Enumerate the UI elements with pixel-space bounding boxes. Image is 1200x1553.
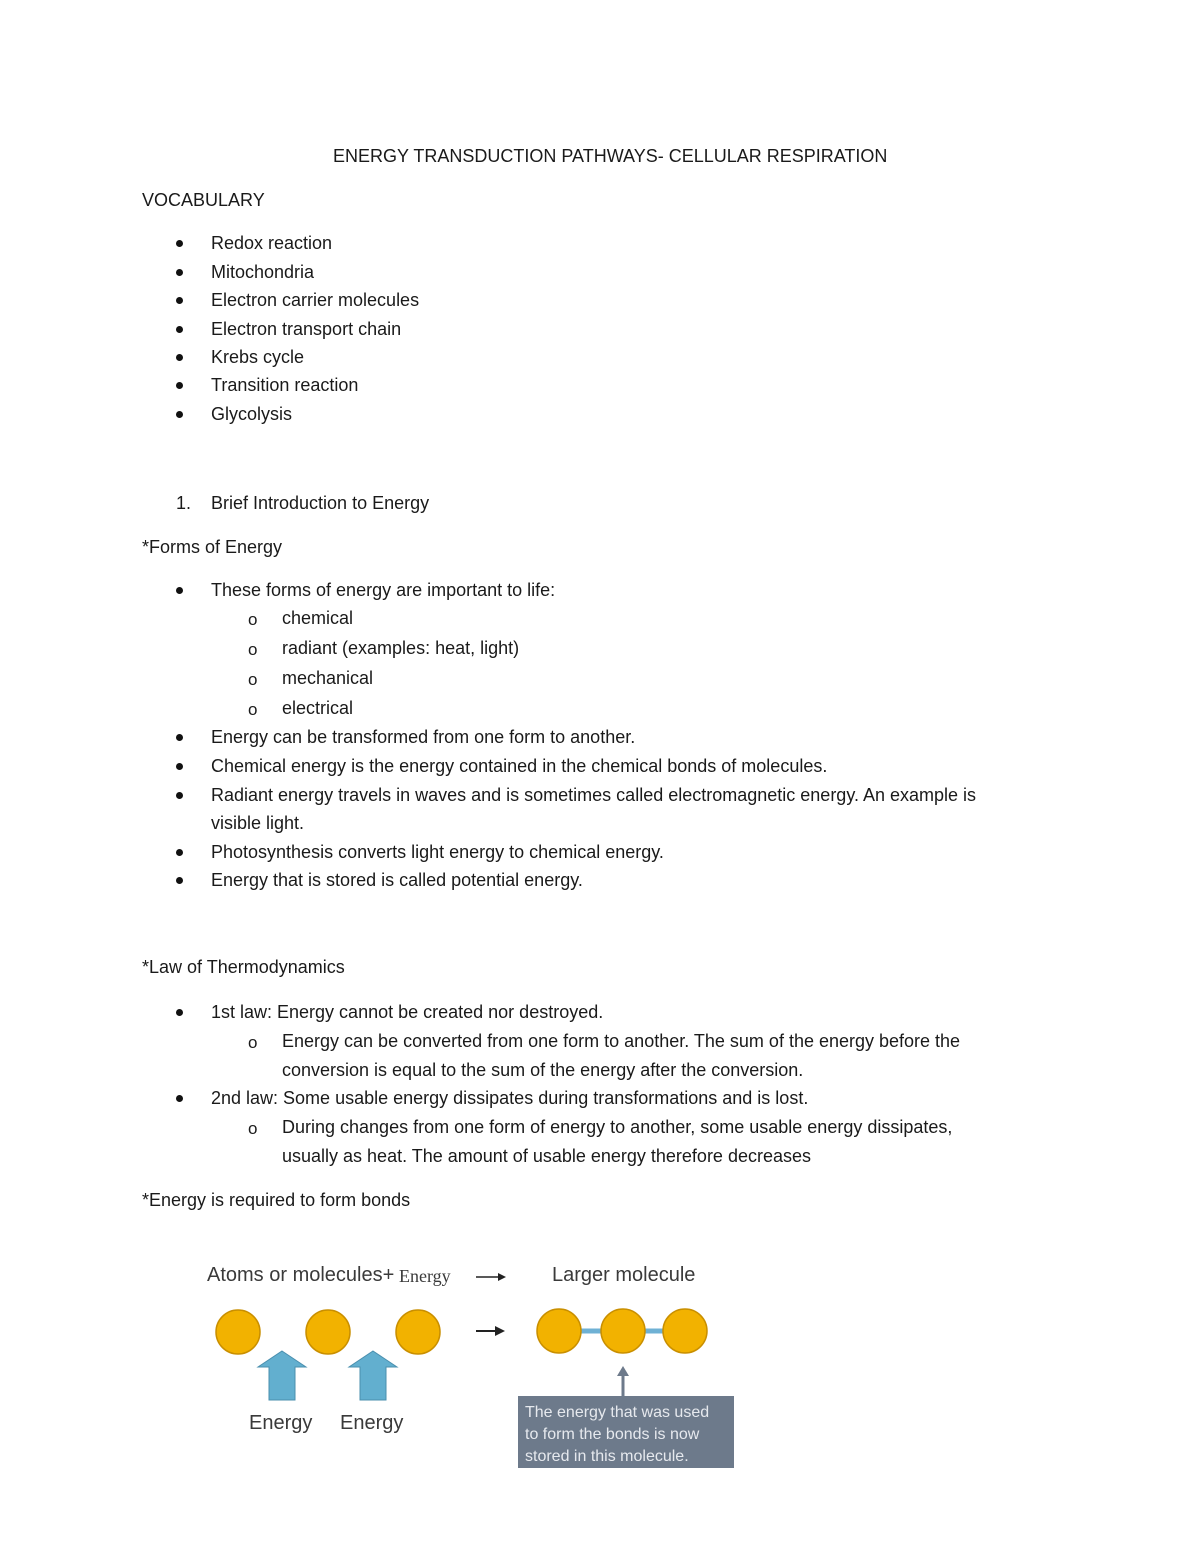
vocabulary-item: Krebs cycle [211, 347, 305, 367]
energy-form-item: chemical [282, 608, 354, 628]
second-law-detail: During changes from one form of energy to another, some usable energy dissipates, [282, 1117, 953, 1137]
first-law-detail-continuation: conversion is equal to the sum of the energy after the conversion. [282, 1060, 804, 1080]
page-title: ENERGY TRANSDUCTION PATHWAYS- CELLULAR RESPIRATION [333, 146, 888, 166]
thermo-heading: *Law of Thermodynamics [142, 957, 345, 977]
reactants-label: Atoms or molecules+ [207, 1264, 395, 1286]
second-law: 2nd law: Some usable energy dissipates during transformations and is lost. [211, 1088, 809, 1108]
forms-intro: These forms of energy are important to life: [211, 580, 556, 600]
energy-arrow-label: Energy [249, 1412, 313, 1434]
stored-energy-callout [518, 1396, 734, 1468]
forms-point: Photosynthesis converts light energy to chemical energy. [211, 842, 664, 862]
forms-point: Energy that is stored is called potential energy. [211, 870, 583, 890]
forms-point: Radiant energy travels in waves and is sometimes called electromagnetic energy. An example is [211, 785, 977, 805]
vocabulary-item: Electron carrier molecules [211, 290, 420, 310]
atom [306, 1310, 350, 1354]
sub-bullet-marker: o [248, 640, 258, 659]
reaction-arrowhead-middle [495, 1326, 505, 1336]
vocabulary-item: Mitochondria [211, 262, 315, 282]
vocabulary-item: Glycolysis [211, 404, 293, 424]
vocabulary-item: Redox reaction [211, 233, 333, 253]
product-label: Larger molecule [552, 1264, 696, 1286]
atom [216, 1310, 260, 1354]
vocabulary-item: Transition reaction [211, 375, 359, 395]
vocabulary-heading: VOCABULARY [142, 190, 265, 210]
energy-arrow [349, 1351, 397, 1400]
energy-arrow-label: Energy [340, 1412, 404, 1434]
second-law-detail-continuation: usually as heat. The amount of usable energy therefore decreases [282, 1146, 811, 1166]
energy-form-item: radiant (examples: heat, light) [282, 638, 520, 658]
bonds-heading: *Energy is required to form bonds [142, 1190, 411, 1210]
sub-bullet-marker: o [248, 1119, 258, 1138]
section-title: Brief Introduction to Energy [211, 493, 430, 513]
reaction-arrowhead-top [498, 1273, 506, 1281]
forms-point: Energy can be transformed from one form to another. [211, 727, 636, 747]
forms-heading: *Forms of Energy [142, 537, 283, 557]
energy-form-item: electrical [282, 698, 354, 718]
vocabulary-item: Electron transport chain [211, 319, 402, 339]
callout-line: to form the bonds is now [525, 1426, 700, 1443]
forms-point-continuation: visible light. [211, 813, 305, 833]
callout-line: The energy that was used [525, 1404, 710, 1421]
callout-pointer-head [617, 1366, 629, 1376]
bonded-atom [601, 1309, 645, 1353]
sub-bullet-marker: o [248, 1033, 258, 1052]
forms-point: Chemical energy is the energy contained in the chemical bonds of molecules. [211, 756, 828, 776]
energy-word: Energy [399, 1266, 451, 1286]
bonded-atom [537, 1309, 581, 1353]
sub-bullet-marker: o [248, 610, 258, 629]
sub-bullet-marker: o [248, 700, 258, 719]
first-law: 1st law: Energy cannot be created nor destroyed. [211, 1002, 604, 1022]
callout-line: stored in this molecule. [525, 1448, 689, 1465]
bonded-atom [663, 1309, 707, 1353]
first-law-detail: Energy can be converted from one form to another. The sum of the energy before the [282, 1031, 961, 1051]
sub-bullet-marker: o [248, 670, 258, 689]
energy-arrow [258, 1351, 306, 1400]
energy-form-item: mechanical [282, 668, 374, 688]
atom [396, 1310, 440, 1354]
section-number: 1. [176, 493, 192, 513]
